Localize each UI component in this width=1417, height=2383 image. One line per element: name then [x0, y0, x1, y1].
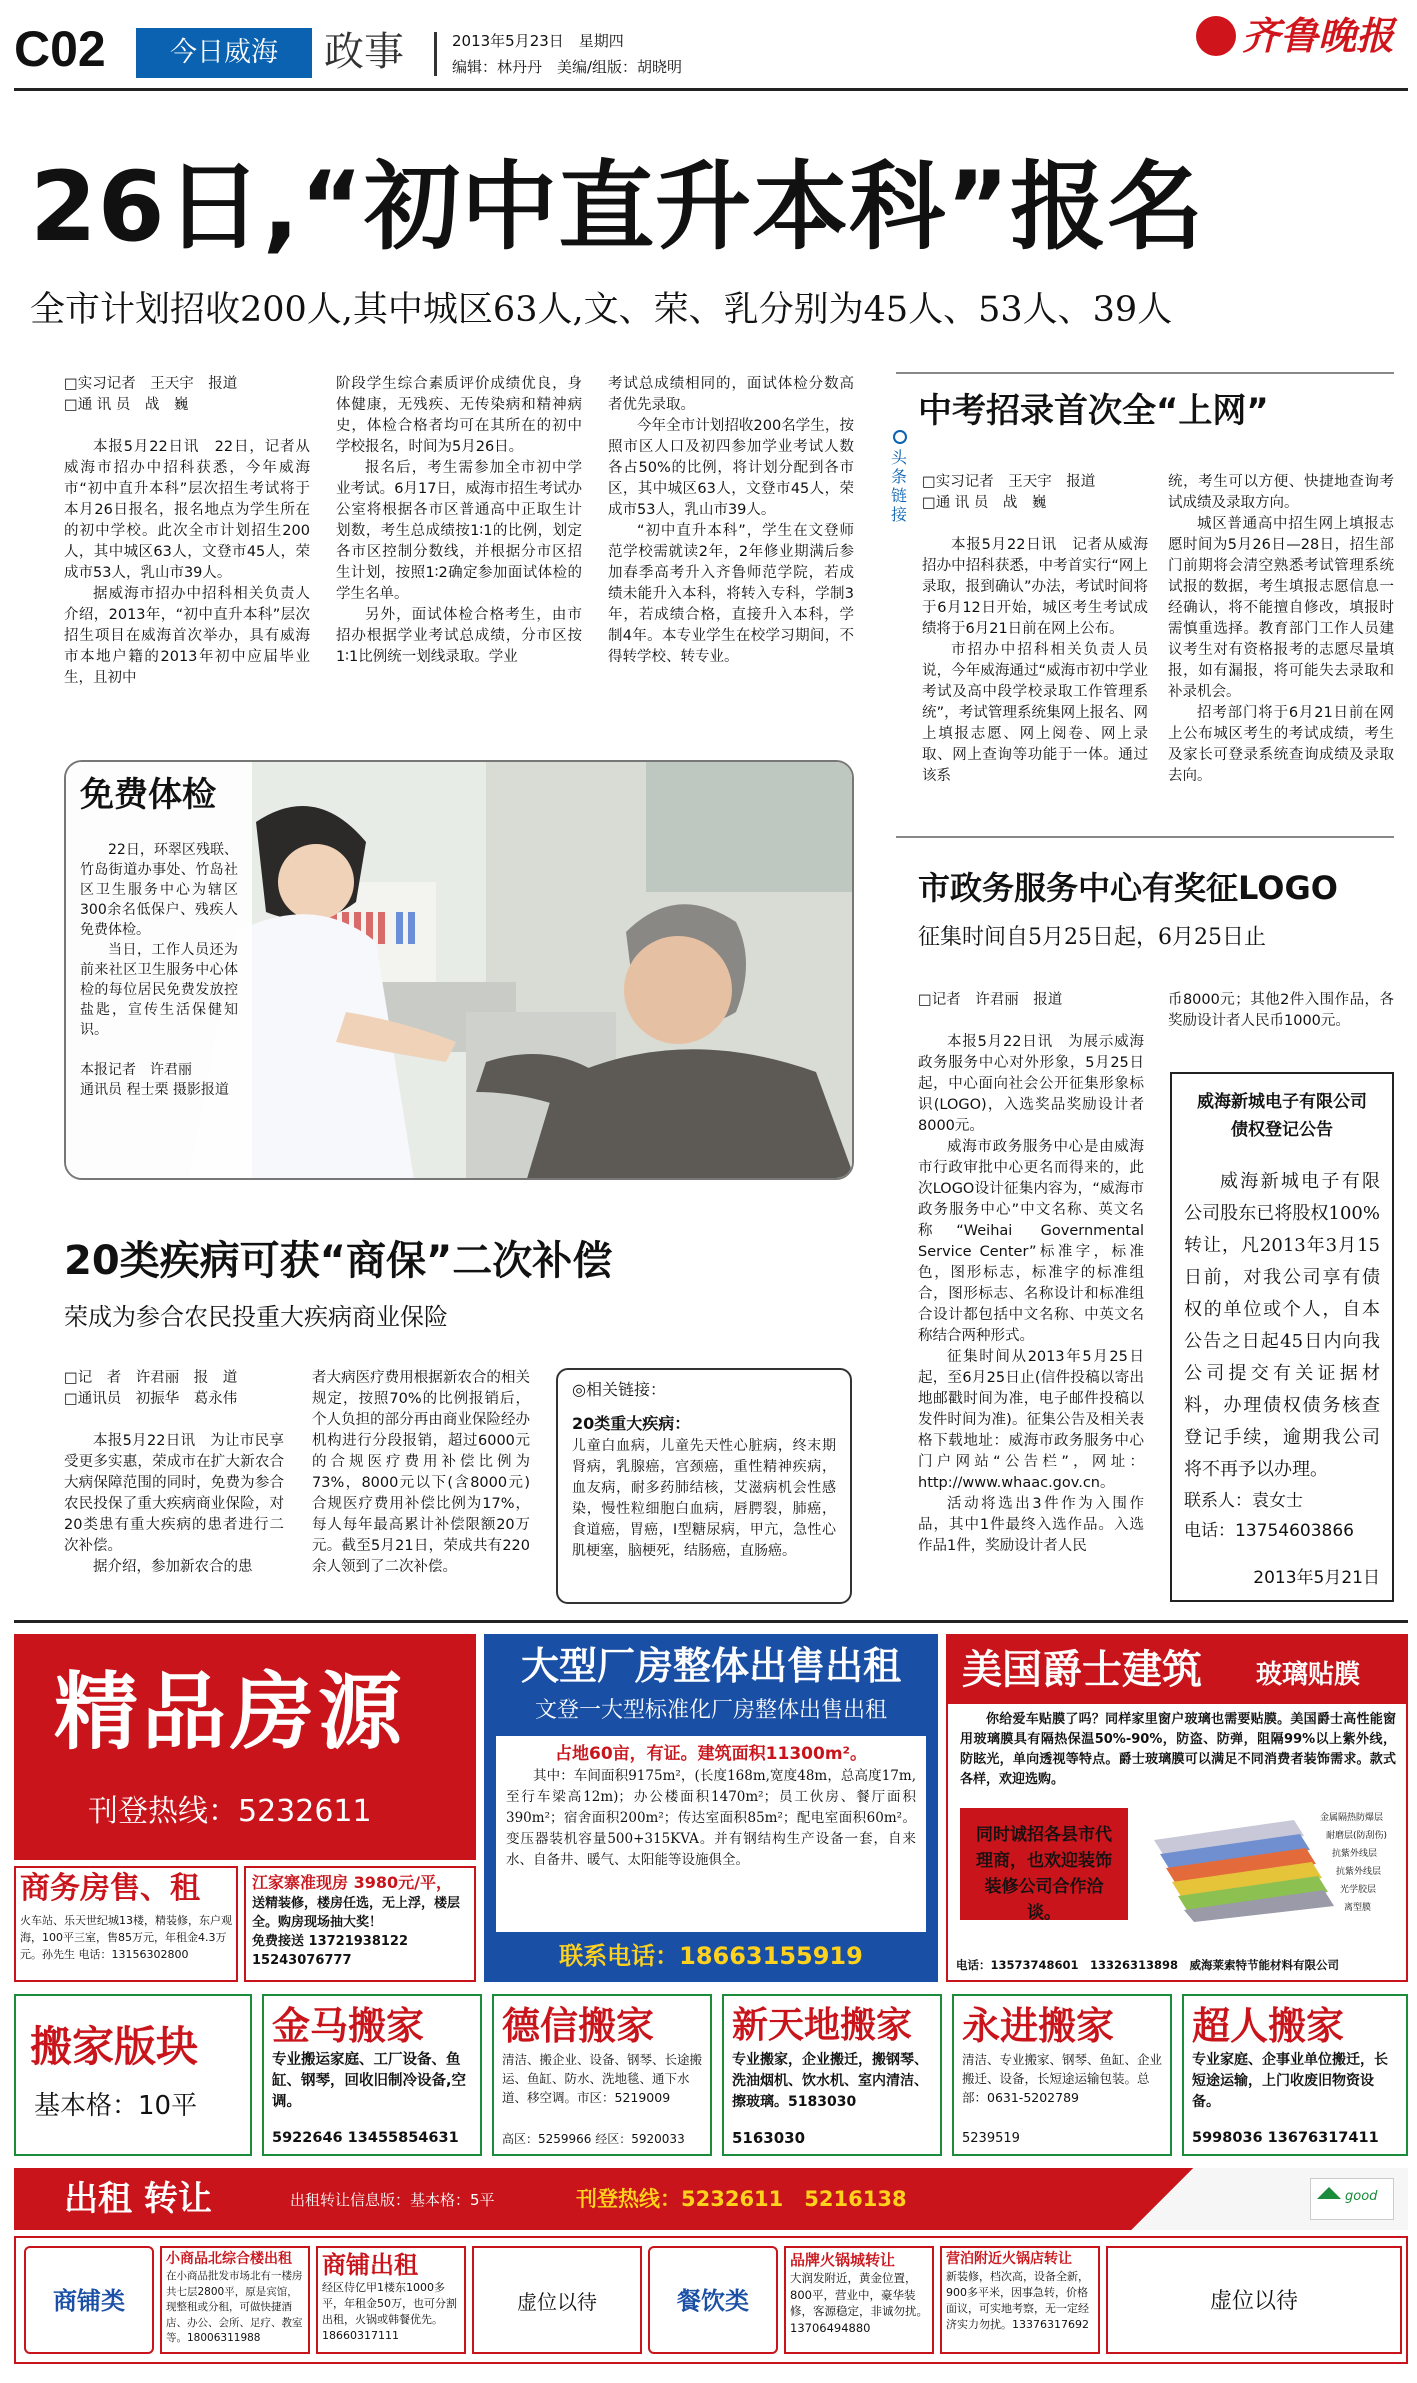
rent-logo [1310, 2178, 1394, 2220]
rent-category-label: 餐饮类 [677, 2287, 749, 2315]
health-paragraph: 当日，工作人员还为前来社区卫生服务中心体检的每位居民免费发放控盐匙，宣传生活保健知识。 [80, 942, 238, 1038]
mover-name: 新天地搬家 [732, 2005, 913, 2046]
ad-factory-title: 大型厂房整体出售出租 [520, 1644, 901, 1688]
mover-phone: 5239519 [962, 2131, 1020, 2146]
ad-factory-subtitle: 文登一大型标准化厂房整体出售出租 [534, 1698, 887, 1723]
page-date: 2013年5月23日 星期四 [452, 32, 624, 50]
mover-desc: 清洁、搬企业、设备、钢琴、长途搬运、鱼缸、防水、洗地毯、通下水道、移空调。市区：5219009 [502, 2052, 703, 2105]
masthead [0, 0, 1417, 92]
film-layer-label: 金属隔热防爆层 [1320, 1813, 1384, 1823]
film-layer-label: 抗紫外线层 [1336, 1867, 1382, 1877]
lead-byline-correspondent: □通 讯 员 战 巍 [64, 397, 189, 413]
health-paragraph: 22日，环翠区残联、竹岛街道办事处、竹岛社区卫生服务中心为辖区300余名低保户、残疾人免费体检。 [80, 842, 238, 938]
ad-shangwu-title: 商务房售、租 [20, 1871, 200, 1906]
logo-col-2 [1168, 990, 1394, 1032]
paper-logo-text: 齐鲁晚报 [1242, 13, 1395, 58]
notice-contact: 联系人：袁女士 [1184, 1491, 1303, 1511]
debt-notice-box [1170, 1072, 1394, 1602]
lead-col-2 [336, 374, 582, 668]
mover-name: 德信搬家 [502, 2004, 655, 2048]
disease-headline: 20类疾病可获“商保”二次补偿 [64, 1238, 613, 1284]
rent-listing-title: 商铺出租 [322, 2251, 418, 2279]
lead-paragraph: “初中直升本科”，学生在文登师范学校需就读2年，2年修业期满后参加春季高考升入齐鲁师范学院，若成绩未能升入本科，将转入专科，学制3年，若成绩合格，直接升入本科，学制4年。本专业学生在校学习期间，不得转学校、转专业。 [608, 523, 854, 665]
ad-jiangjiazhai-title: 江家寨准现房 3980元/平， [252, 1873, 452, 1892]
ad-shangwu-fangshou [14, 1866, 238, 1982]
rent-vacant-slot [1106, 2246, 1402, 2354]
house-icon [1317, 2187, 1341, 2199]
ad-jueshi-agent-text: 同时诚招各县市代理商，也欢迎装饰装修公司合作洽谈。 [976, 1825, 1112, 1923]
mover-desc: 专业搬运家庭、工厂设备、鱼缸、钢琴，回收旧制冷设备,空调。 [272, 2052, 467, 2110]
rent-hotline: 刊登热线：5232611 5216138 [576, 2187, 907, 2211]
rent-listing-title: 营泊附近火锅店转让 [946, 2251, 1072, 2267]
disease-link-body: 儿童白血病，儿童先天性心脏病，终末期肾病，乳腺癌，宫颈癌，重性精神疾病，血友病，耐多药肺结核，艾滋病机会性感染，慢性粒细胞白血病，唇腭裂，肺癌，食道癌，胃癌，Ⅰ型糖尿病，甲亢，急性心肌梗塞，脑梗死，结肠癌，直肠癌。 [572, 1438, 836, 1559]
disease-paragraph: 本报5月22日讯 为让市民享受更多实惠，荣成市在扩大新农合大病保障范围的同时，免费为参合农民投保了重大疾病商业保险，对20类患有重大疾病的患者进行二次补偿。 [64, 1433, 284, 1554]
circle-bullet-icon [893, 430, 907, 444]
section-badge: 今日威海 [136, 28, 312, 78]
ad-jueshi-body: 你给爱车贴膜了吗？同样家里窗户玻璃也需要贴膜。美国爵士高性能窗用玻璃膜具有隔热保温50%-90%，防盗、防弹，阻隔99%以上紫外线，防眩光，单向透视等特点。爵士玻璃膜可以满足不同消费者装饰需求。款式各样，欢迎选购。 [960, 1712, 1396, 1787]
rent-info: 出租转让信息版：基本格：5平 [290, 2191, 495, 2209]
rent-listing-text: 经区侍亿甲1楼东1000多平，年租金50万，也可分割出租，火锅或韩餐优先。18660317111 [322, 2281, 457, 2342]
rent-category-food [648, 2246, 778, 2354]
exam-byline-reporter: □实习记者 王天宇 报道 [922, 474, 1096, 490]
ad-factory-phone: 联系电话：18663155919 [559, 1942, 863, 1970]
lead-headline: 26日,“初中直升本科”报名 [30, 151, 1205, 263]
ad-jingpin-hotline: 刊登热线：5232611 [88, 1794, 372, 1829]
exam-paragraph: 市招办中招科相关负责人员说，今年威海通过“威海市初中学业考试及高中段学校录取工作管理系统”，考试管理系统集网上报名、网上填报志愿、网上阅卷、网上录取、网上查询等功能于一体。通过该系 [922, 642, 1148, 784]
exam-paragraph: 招考部门将于6月21日前在网上公布城区考生的考试成绩，考生及家长可登录系统查询成绩及录取去向。 [1168, 705, 1394, 784]
rent-title: 出租 转让 [64, 2179, 212, 2219]
column-name: 政事 [324, 29, 404, 75]
mover-phone: 5998036 13676317411 [1192, 2130, 1379, 2146]
logo-paragraph: 币8000元；其他2件入围作品，各奖励设计者人民币1000元。 [1168, 992, 1394, 1029]
lead-paragraph: 今年全市计划招收200名学生，按照市区人口及初四参加学业考试人数各占50%的比例，将计划分配到各市区，其中城区63人，文登市45人，荣成市53人，乳山市39人。 [608, 418, 854, 518]
lead-byline-reporter: □实习记者 王天宇 报道 [64, 376, 238, 392]
disease-subheadline: 荣成为参合农民投重大疾病商业保险 [64, 1303, 448, 1331]
rent-listing [784, 2246, 934, 2354]
mover-desc: 专业家庭、企事业单位搬迁，长短途运输，上门收废旧物资设备。 [1192, 2052, 1388, 2110]
film-layer-label: 离型膜 [1344, 1903, 1372, 1913]
disease-link-title: 20类重大疾病： [572, 1414, 691, 1433]
rent-vacant-text: 虚位以待 [517, 2290, 597, 2314]
logo-paragraph: 威海市政务服务中心是由威海市行政审批中心更名而得来的，此次LOGO设计征集内容为，“威海市政务服务中心”中文名称、英文名称“Weihai Governmental Service Center”标准字，标准色，图形标志，标准字的标准组合，图形标志、名称设计和标准组合设计都包括中文名称、中英文名称结合两种形式。 [918, 1139, 1144, 1344]
film-layer-label: 光学胶层 [1340, 1885, 1377, 1895]
ad-jingpin-title: 精品房源 [54, 1663, 407, 1761]
paper-logo [1196, 12, 1406, 62]
health-photo-frame [64, 760, 854, 1180]
lead-paragraph: 据威海市招办中招科相关负责人介绍，2013年，“初中直升本科”层次招生项目在威海首次举办，具有威海市本地户籍的2013年初中应届毕业生，且初中 [64, 586, 310, 686]
film-layer-label: 耐磨层(防刮伤) [1326, 1831, 1388, 1841]
notice-date: 2013年5月21日 [1253, 1568, 1380, 1588]
disease-col-1 [64, 1368, 284, 1578]
exam-top-rule [896, 372, 1394, 374]
disease-byline-correspondent: □通讯员 初振华 葛永伟 [64, 1391, 238, 1407]
mover-phone: 高区：5259966 经区：5920033 [502, 2132, 685, 2146]
ad-jingpin-fangyuan [14, 1634, 476, 1860]
exam-headline: 中考招录首次全“上网” [918, 391, 1269, 431]
logo-top-rule [896, 836, 1394, 838]
logo-emblem-icon [1196, 16, 1236, 56]
exam-side-tag [888, 430, 912, 524]
logo-paragraph: 征集时间从2013年5月25日起，至6月25日止(信件投稿以寄出地邮戳时间为准，电子邮件投稿以发件时间为准)。征集公告及相关表格下载地址：威海市政务服务中心门户网站“公告栏”，网址：http://www.whaac.gov.cn。 [918, 1349, 1144, 1491]
ad-jueshi-header [948, 1636, 1408, 1704]
ad-factory-body: 其中：车间面积9175m²，(长度168m,宽度48m，总高度17m,至行车梁高12m)；办公楼面积1470m²；员工伙房、餐厅面积390m²；宿舍面积200m²；传达室面积85m²；配电室面积60m²。变压器装机容量500+315KVA。并有钢结构生产设备一套，自来水、自备井、暖气、太阳能等设施俱全。 [506, 1768, 916, 1868]
lead-subheadline: 全市计划招收200人,其中城区63人,文、荣、乳分别为45人、53人、39人 [30, 290, 1173, 330]
exam-byline-correspondent: □通 讯 员 战 巍 [922, 495, 1047, 511]
rent-category-label: 商铺类 [53, 2287, 125, 2315]
rent-listing [940, 2246, 1100, 2354]
rent-vacant-text: 虚位以待 [1209, 2289, 1298, 2314]
health-headline: 免费体检 [80, 775, 216, 815]
ad-factory [484, 1634, 938, 1982]
rent-listing-text: 大润发附近，黄金位置，800平，营业中，豪华装修，客源稳定，非诚勿扰。13706494880 [790, 2271, 928, 2335]
ad-jueshi-title2: 玻璃贴膜 [1256, 1660, 1361, 1690]
disease-byline-reporter: □记 者 许君丽 报 道 [64, 1370, 238, 1386]
film-layer-label: 抗紫外线层 [1332, 1849, 1378, 1859]
rent-listing-text: 在小商品批发市场北有一楼房共七层2800平，原是宾馆，现整租或分租，可做快捷酒店、办公、会所、足疗、教室等。18006311988 [166, 2270, 303, 2344]
mover-phone: 5922646 13455854631 [272, 2130, 459, 2146]
ad-shangwu-text: 火车站、乐天世纪城13楼，精装修，东户观海，100平三室，售85万元，年租金4.3万元。孙先生 电话：13156302800 [20, 1914, 232, 1961]
disease-paragraph: 据介绍，参加新农合的患 [93, 1559, 253, 1575]
ad-rent-banner [14, 2168, 1408, 2230]
mover-name: 永进搬家 [962, 2004, 1115, 2048]
ad-mover-dexin [492, 1994, 712, 2156]
exam-paragraph: 本报5月22日讯 记者从威海招办中招科获悉，中考首实行“网上录取，报到确认”办法，考试时间将于6月12日开始，城区考生考试成绩将于6月21日前在网上公布。 [922, 537, 1148, 637]
exam-col-2 [1168, 472, 1394, 787]
exam-paragraph: 城区普通高中招生网上填报志愿时间为5月26日—28日，招生部门前期将会清空熟悉考试管理系统试报的数据，考生填报志愿信息一经确认，将不能擅自修改，填报时需慎重选择。教育部门工作人员建议考生对有资格报考的志愿尽量填报，如有漏报，将可能失去录取和补录机会。 [1168, 516, 1394, 700]
masthead-rule [14, 88, 1408, 91]
disease-col-2 [312, 1368, 530, 1578]
ad-mover-xintiandi [722, 1994, 942, 2156]
exam-paragraph: 统，考生可以方便、快捷地查询考试成绩及录取方向。 [1168, 474, 1394, 511]
ad-jueshi-agent-box [960, 1808, 1128, 1923]
logo-paragraph: 本报5月22日讯 为展示威海政务服务中心对外形象，5月25日起，中心面向社会公开征集形象标识(LOGO)，入选奖品奖励设计者8000元。 [918, 1034, 1144, 1134]
mover-name: 金马搬家 [272, 2004, 425, 2048]
mover-desc: 清洁、专业搬家、钢琴、鱼缸、企业搬迁、设备，长短途运输包装。总部：0631-5202789 [962, 2052, 1163, 2105]
notice-body: 威海新城电子有限公司股东已将股权100%转让，凡2013年3月15日前，对我公司享有债权的单位或个人，自本公告之日起45日内向我公司提交有关证据材料，办理债权债务核查登记手续，逾期我公司将不再予以办理。 [1184, 1171, 1380, 1480]
lead-col-1 [64, 374, 310, 689]
health-byline-reporter: 本报记者 许君丽 [80, 1062, 192, 1078]
ad-banjia-price: 基本格：10平 [34, 2091, 198, 2121]
masthead-divider [434, 32, 437, 76]
ad-jueshi-layers [1144, 1810, 1396, 1922]
disease-link-box [556, 1368, 852, 1604]
page-editors: 编辑：林丹丹 美编/组版：胡晓明 [452, 58, 683, 76]
ad-banjia-title: 搬家版块 [30, 2022, 199, 2071]
rent-category-shops [24, 2246, 154, 2354]
disease-paragraph: 者大病医疗费用根据新农合的相关规定，按照70%的比例报销后，个人负担的部分再由商业保险经办机构进行分段报销，超过6000元的合规医疗费用补偿比例为73%，8000元以下(含8000元)合规医疗费用补偿比例为17%，每人每年最高累计补偿限额20万元。截至5月21日，荣成共有220余人领到了二次补偿。 [312, 1370, 530, 1575]
rent-logo-text: good [1345, 2189, 1378, 2204]
logo-subheadline: 征集时间自5月25日起，6月25日止 [918, 925, 1266, 950]
rent-listing-text: 新装修，档次高，设备全新，900多平米，因事急转，价格面议，可实地考察，无一定经济实力勿扰。13376317692 [946, 2270, 1089, 2331]
health-textbox [66, 762, 252, 1180]
lead-paragraph: 本报5月22日讯 22日，记者从威海市招办中招科获悉，今年威海市“初中直升本科”层次招生考试将于本月26日报名，报名地点为学生所在的初中学校。此次全市计划招生200人，其中城区63人，文登市45人，荣成市53人，乳山市39人。 [64, 439, 310, 581]
page-number: C02 [14, 21, 106, 77]
rent-vacant-slot [472, 2246, 642, 2354]
rent-grid [14, 2236, 1408, 2364]
ad-mover-chaoren [1182, 1994, 1408, 2156]
lead-col-3 [608, 374, 854, 668]
mover-desc: 专业搬家，企业搬迁，搬钢琴、洗油烟机、饮水机、室内清洁、擦玻璃。5183030 [732, 2052, 928, 2110]
exam-col-1 [922, 472, 1148, 787]
mover-name: 超人搬家 [1192, 2004, 1345, 2048]
ad-jiangjiazhai [244, 1866, 476, 1982]
mover-phone: 5163030 [732, 2129, 806, 2147]
logo-paragraph: 活动将选出3件作为入围作品，其中1件最终入选作品。入选作品1件，奖励设计者人民 [918, 1496, 1144, 1554]
rent-listing-title: 品牌火锅城转让 [790, 2251, 896, 2269]
lead-paragraph: 另外，面试体检合格考生，由市招办根据学业考试总成绩，分市区按1∶1比例统一划线录取。学业 [336, 607, 582, 665]
ad-mover-yongjin [952, 1994, 1172, 2156]
ad-factory-body-box [496, 1736, 926, 1932]
rent-listing-title: 小商品北综合楼出租 [166, 2251, 292, 2267]
rent-listing [316, 2246, 466, 2354]
news-bottom-rule [14, 1620, 1408, 1623]
rent-listing [160, 2246, 310, 2354]
health-byline-photo: 通讯员 程士栗 摄影报道 [80, 1082, 229, 1098]
disease-link-label: ◎相关链接： [572, 1380, 666, 1399]
logo-col-1 [918, 990, 1144, 1557]
notice-title: 威海新城电子有限公司 债权登记公告 [1197, 1092, 1367, 1140]
lead-paragraph: 考试总成绩相同的，面试体检分数高者优先录取。 [608, 376, 854, 413]
ad-jueshi-film [946, 1634, 1408, 1982]
ad-mover-jinma [262, 1994, 482, 2156]
ad-jueshi-phone: 电话：13573748601 13326313898 威海莱索特节能材料有限公司 [956, 1958, 1340, 1972]
ad-jiangjiazhai-phone: 免费接送 13721938122 15243076777 [252, 1934, 422, 1968]
lead-paragraph: 报名后，考生需参加全市初中学业考试。6月17日，威海市招生考试办公室将根据各市区普通高中正取生计划数，考生总成绩按1∶1的比例，划定各市区控制分数线，并根据分市区招生计划，按照1∶2确定参加面试体检的学生名单。 [336, 460, 582, 602]
ad-banjia-block [14, 1994, 252, 2156]
logo-byline: □记者 许君丽 报道 [918, 992, 1063, 1008]
notice-phone: 电话：13754603866 [1184, 1521, 1354, 1541]
logo-headline: 市政务服务中心有奖征LOGO [918, 869, 1338, 907]
exam-side-label: 头条链接 [891, 448, 908, 524]
ad-jiangjiazhai-text: 送精装修，楼房任选，无上浮，楼层全。购房现场抽大奖！ [252, 1896, 461, 1930]
lead-paragraph: 阶段学生综合素质评价成绩优良，身体健康，无残疾、无传染病和精神病史，体检合格者均可在其所在的初中学校报名，时间为5月26日。 [336, 376, 582, 455]
ad-factory-area: 占地60亩，有证。建筑面积11300m²。 [555, 1744, 867, 1764]
ad-jueshi-title: 美国爵士建筑 [962, 1647, 1202, 1693]
